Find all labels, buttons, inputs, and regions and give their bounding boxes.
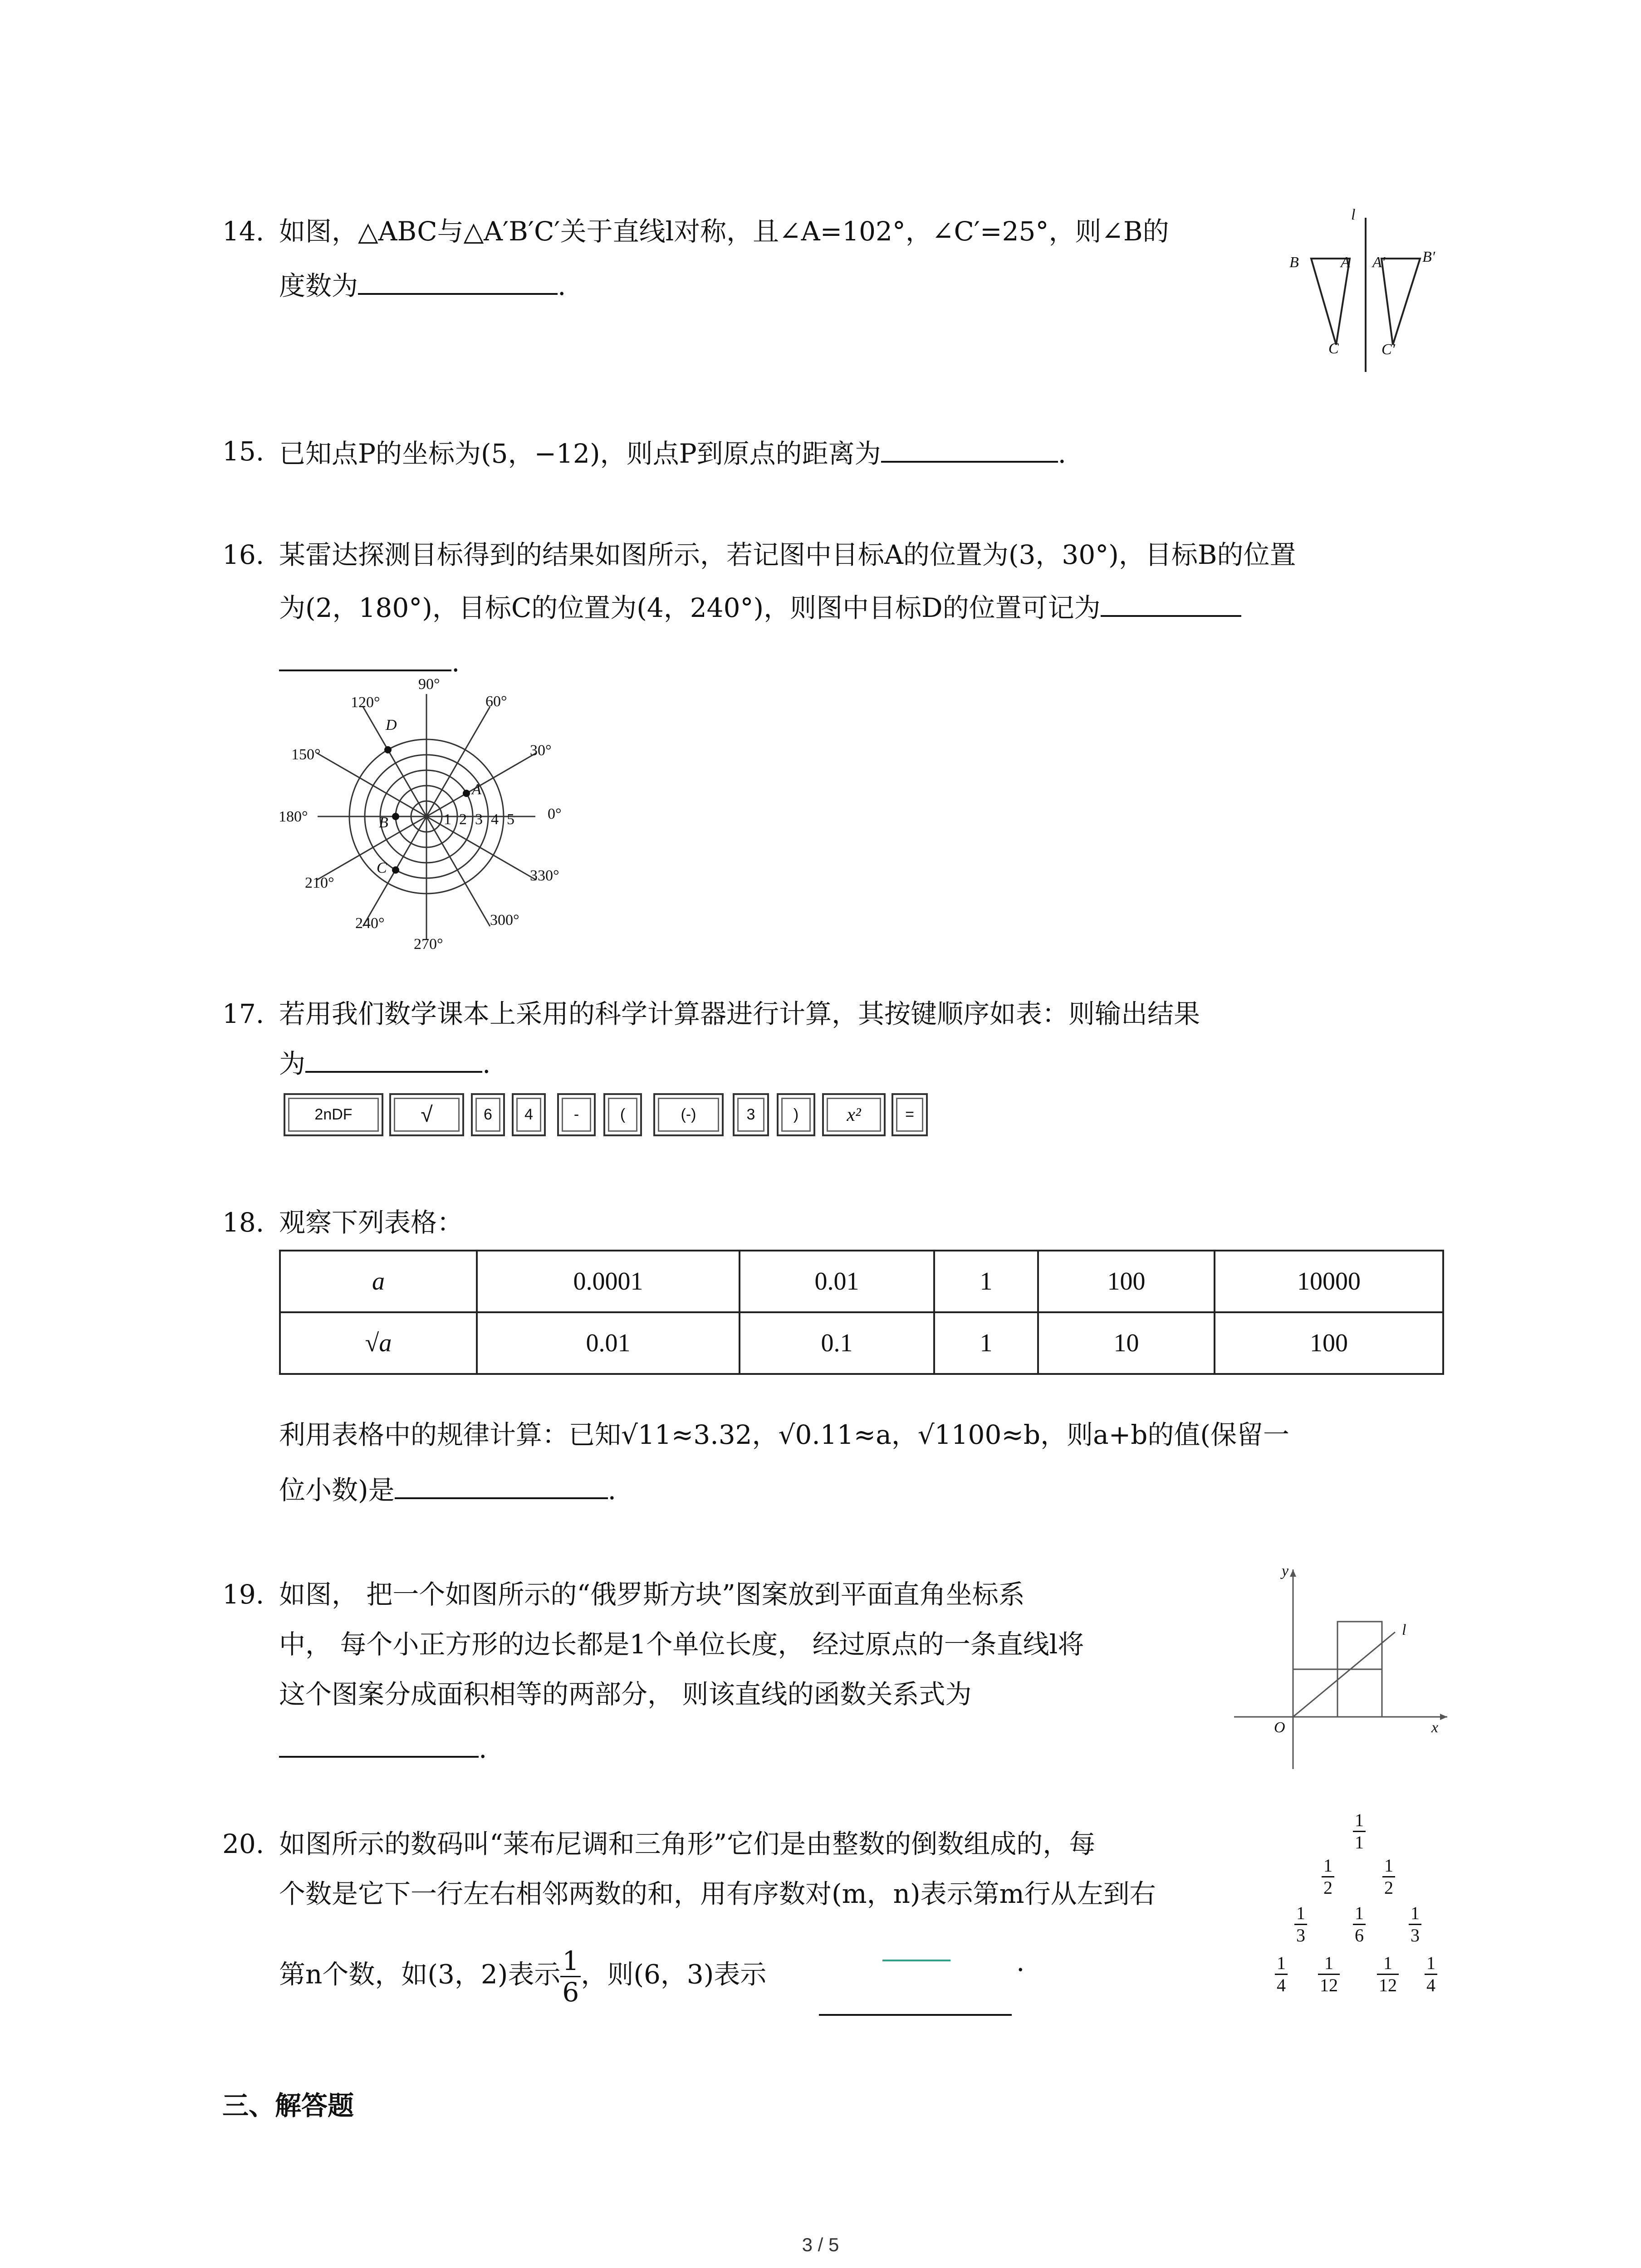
triangle-4-4: $\frac{1}{4}$ [1425, 1953, 1437, 1996]
table-cell: 1 [934, 1312, 1038, 1374]
q19-label-l: l [1402, 1622, 1406, 1638]
q20-line1: 如图所示的数码叫“莱布尼调和三角形”它们是由整数的倒数组成的，每 [279, 1828, 1096, 1859]
q17-number: 17. [222, 998, 265, 1029]
triangle-2-1: $\frac{1}{2}$ [1322, 1855, 1334, 1898]
q14-label-b-prime: B′ [1422, 249, 1435, 265]
q16-answer-blank-b[interactable] [279, 644, 451, 671]
key-sqrt: √ [389, 1093, 464, 1136]
q14-label-a: A [1341, 254, 1350, 271]
triangle-abc [1311, 259, 1350, 345]
key-6: 6 [471, 1093, 505, 1136]
q19-number: 19. [222, 1579, 265, 1610]
radar-label-a: A [472, 781, 481, 798]
radar-angle-120: 120° [351, 694, 380, 711]
table-cell: a [280, 1251, 477, 1312]
q15-line [279, 435, 1066, 469]
q16-line2-text: 为(2，180°)，目标C的位置为(4，240°)，则图中目标D的位置可记为 [279, 592, 1101, 623]
table-cell: 0.01 [740, 1251, 934, 1312]
table-cell: 10000 [1215, 1251, 1443, 1312]
tetris-square-2 [1337, 1669, 1382, 1717]
q18-table [279, 1250, 1444, 1375]
q20-accent-line [882, 1960, 950, 1961]
q19-end: . [479, 1733, 487, 1764]
radar-angle-300: 300° [490, 912, 519, 929]
q18-answer-blank[interactable] [395, 1472, 608, 1499]
q16-line3 [279, 644, 460, 678]
radar-angle-210: 210° [305, 875, 334, 891]
page-number: 3 / 5 [802, 2234, 839, 2255]
q19-figure [1225, 1560, 1452, 1774]
radar-point-a [463, 790, 470, 797]
q18-intro: 观察下列表格： [279, 1207, 464, 1238]
q15-number: 15. [222, 436, 265, 467]
table-cell: √a [280, 1312, 477, 1374]
table-cell: 0.1 [740, 1312, 934, 1374]
key-open-paren: ( [603, 1093, 642, 1136]
radar-angle-30: 30° [530, 742, 552, 759]
key-3: 3 [733, 1093, 769, 1136]
q19-answer-blank[interactable] [279, 1730, 479, 1758]
key-equals: = [892, 1093, 928, 1136]
q17-line2-text: 为 [279, 1048, 306, 1079]
radar-ring-label-4: 4 [491, 811, 499, 828]
q18-line1: 利用表格中的规律计算：已知√11≈3.32，√0.11≈a，√1100≈b，则a+b的值(保留一 [279, 1419, 1289, 1450]
q15-end: . [1058, 438, 1067, 469]
radar-ring-label-5: 5 [507, 811, 514, 828]
q16-line2 [279, 590, 1241, 624]
q20-frac-denominator: 6 [562, 1977, 579, 2008]
q18-end: . [607, 1475, 617, 1505]
q14-label-c-prime: C′ [1381, 341, 1396, 358]
q16-number: 16. [222, 539, 265, 570]
triangle-abc-prime [1381, 259, 1420, 345]
radar-angle-240: 240° [355, 915, 385, 932]
q20-answer-blank[interactable] [819, 2014, 1012, 2016]
q20-line2: 个数是它下一行左右相邻两数的和，用有序数对(m，n)表示第m行从左到右 [279, 1878, 1156, 1909]
key-minus: - [557, 1093, 596, 1136]
q14-line2-text: 度数为 [279, 270, 358, 301]
q17-end: . [482, 1048, 491, 1079]
radar-angle-60: 60° [485, 693, 507, 710]
triangle-4-2: $\frac{1}{12}$ [1318, 1953, 1340, 1996]
q14-line1: 如图，△ABC与△A′B′C′关于直线l对称，且∠A=102°，∠C′=25°，则∠B的 [279, 216, 1169, 247]
q17-line2 [279, 1046, 490, 1080]
radar-angle-150: 150° [291, 746, 321, 763]
radar-ring-label-1: 1 [444, 811, 451, 828]
q18-line2-text: 位小数)是 [279, 1475, 395, 1505]
table-row [280, 1312, 1443, 1374]
q20-frac-numerator: 1 [560, 1946, 581, 1977]
radar-label-c: C [377, 860, 387, 876]
q17-line1: 若用我们数学课本上采用的科学计算器进行计算，其按键顺序如表：则输出结果 [279, 998, 1200, 1029]
section-three-heading: 三、解答题 [222, 2090, 354, 2121]
tetris-square-1 [1293, 1669, 1337, 1717]
q19-label-o: O [1274, 1719, 1285, 1736]
radar-label-d: D [386, 717, 397, 733]
radar-angle-90: 90° [418, 676, 440, 693]
q14-label-l: l [1351, 206, 1356, 223]
radar-angle-0: 0° [548, 806, 562, 822]
radar-point-c [392, 866, 399, 874]
q14-answer-blank[interactable] [358, 268, 558, 295]
q20-line3-text-b: ，则(6，3)表示 [581, 1959, 767, 1990]
table-cell: 0.01 [477, 1312, 740, 1374]
triangle-2-2: $\frac{1}{2}$ [1382, 1855, 1395, 1898]
radar-point-b [392, 813, 399, 820]
q14-line2 [279, 268, 566, 302]
triangle-4-1: $\frac{1}{4}$ [1275, 1953, 1288, 1996]
q18-number: 18. [222, 1207, 265, 1238]
table-cell: 100 [1215, 1312, 1443, 1374]
q20-fraction [560, 1946, 581, 2007]
q19-line4 [279, 1730, 487, 1765]
q16-answer-blank-a[interactable] [1101, 590, 1241, 617]
radar-ring-label-2: 2 [459, 811, 467, 828]
q19-line1: 如图， 把一个如图所示的“俄罗斯方块”图案放到平面直角坐标系 [279, 1579, 1025, 1610]
table-cell: 1 [934, 1251, 1038, 1312]
q16-line1: 某雷达探测目标得到的结果如图所示，若记图中目标A的位置为(3，30°)，目标B的位置 [279, 539, 1296, 570]
triangle-1-1: $\frac{1}{1}$ [1353, 1810, 1366, 1853]
q19-line3: 这个图案分成面积相等的两部分， 则该直线的函数关系式为 [279, 1679, 972, 1710]
q14-figure [1284, 209, 1456, 376]
table-cell: 10 [1038, 1312, 1215, 1374]
table-row [280, 1251, 1443, 1312]
table-cell: 0.0001 [477, 1251, 740, 1312]
triangle-3-3: $\frac{1}{3}$ [1409, 1903, 1421, 1946]
q20-end: . [1016, 1946, 1025, 1977]
q14-number: 14. [222, 216, 265, 247]
q20-line3-text-a: 第n个数，如(3，2)表示 [279, 1959, 561, 1990]
q17-answer-blank[interactable] [305, 1046, 482, 1073]
radar-point-d [384, 746, 392, 753]
radar-angle-330: 330° [530, 867, 559, 884]
table-cell: 100 [1038, 1251, 1215, 1312]
q19-label-y: y [1282, 1563, 1289, 1579]
q14-label-c: C [1328, 340, 1339, 357]
q20-line3 [279, 1946, 766, 2007]
q19-line2: 中， 每个小正方形的边长都是1个单位长度， 经过原点的一条直线l将 [279, 1629, 1084, 1660]
q16-radar-figure [272, 676, 572, 948]
q14-label-a-prime: A′ [1372, 254, 1386, 271]
q20-number: 20. [222, 1828, 265, 1859]
triangle-3-1: $\frac{1}{3}$ [1294, 1903, 1307, 1946]
key-square: x² [822, 1093, 886, 1136]
radar-angle-270: 270° [414, 936, 443, 953]
key-close-paren: ) [777, 1093, 815, 1136]
radar-angle-180: 180° [279, 808, 308, 825]
q14-line2-end: . [558, 270, 566, 301]
key-negative: (-) [653, 1093, 724, 1136]
q20-triangle-figure [1275, 1810, 1452, 2005]
q18-line2 [279, 1472, 616, 1506]
q15-text: 已知点P的坐标为(5，−12)，则点P到原点的距离为 [279, 438, 881, 469]
radar-ring-label-3: 3 [475, 811, 483, 828]
triangle-4-3: $\frac{1}{12}$ [1377, 1953, 1399, 1996]
q19-label-x: x [1431, 1719, 1439, 1736]
q16-line3-end: . [451, 647, 460, 678]
triangle-3-2: $\frac{1}{6}$ [1353, 1903, 1366, 1946]
key-4: 4 [512, 1093, 546, 1136]
key-2ndf: 2nDF [284, 1093, 383, 1136]
q15-answer-blank[interactable] [881, 435, 1058, 463]
q14-label-b: B [1289, 254, 1299, 271]
line-l [1293, 1632, 1395, 1717]
radar-label-b: B [379, 814, 388, 831]
